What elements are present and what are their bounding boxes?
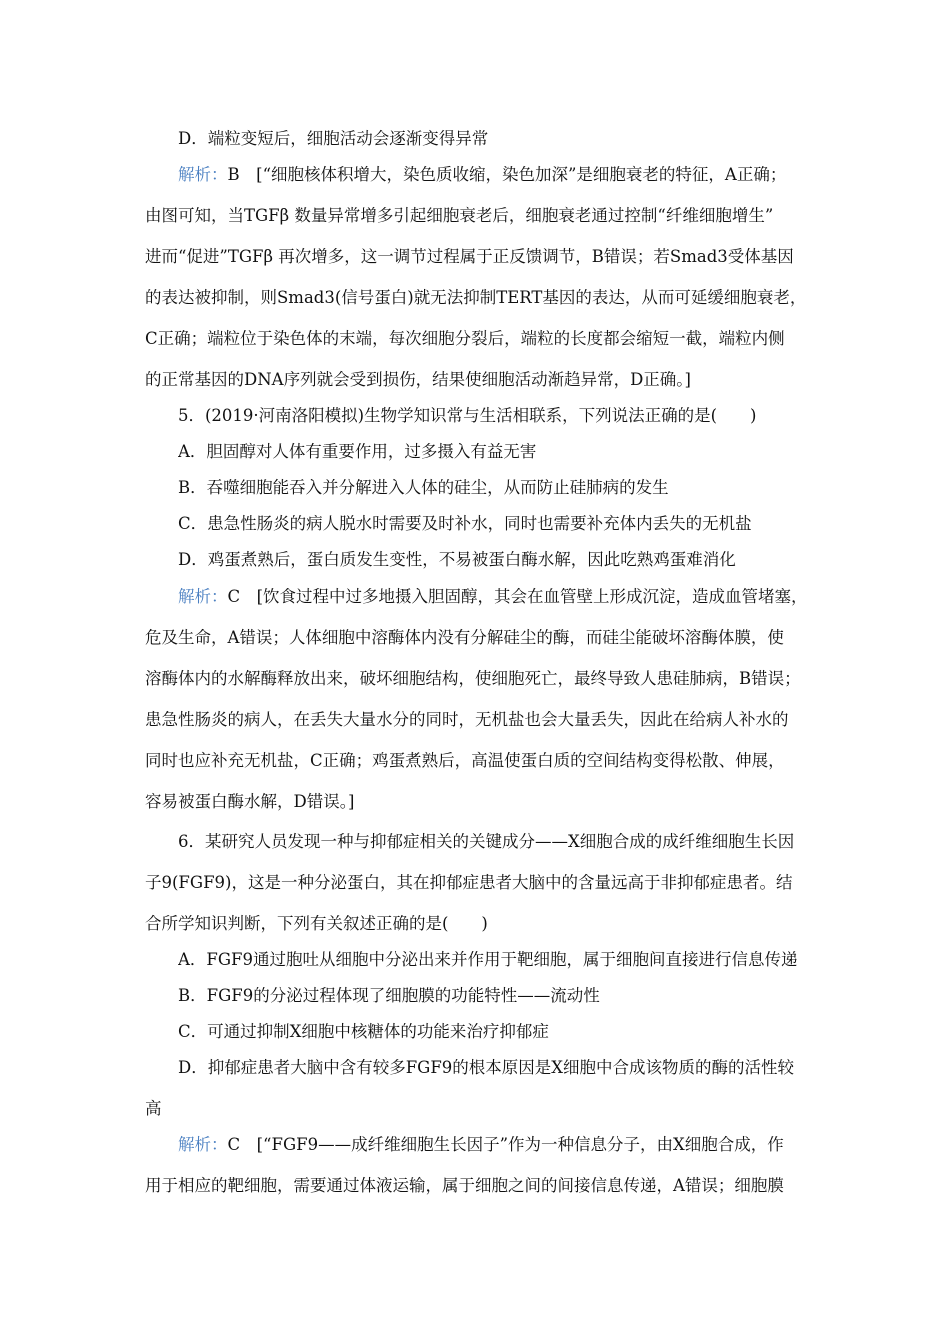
option-d-q6-cont: 高 — [145, 1099, 162, 1118]
option-d-q5: D．鸡蛋煮熟后，蛋白质发生变性，不易被蛋白酶水解，因此吃熟鸡蛋难消化 — [178, 550, 736, 569]
analysis-label: 解析： — [178, 1135, 228, 1154]
analysis-q5: 解析：C [饮食过程中过多地摄入胆固醇，其会在血管壁上形成沉淀，造成血管堵塞， — [178, 587, 808, 606]
analysis-label: 解析： — [178, 165, 228, 184]
option-b-q6: B．FGF9的分泌过程体现了细胞膜的功能特性——流动性 — [178, 986, 600, 1005]
question-6-stem-cont: 合所学知识判断，下列有关叙述正确的是( ) — [145, 914, 488, 933]
analysis-q6: 解析：C [“FGF9——成纤维细胞生长因子”作为一种信息分子，由X细胞合成，作 — [178, 1135, 784, 1154]
option-c-q5: C．患急性肠炎的病人脱水时需要及时补水，同时也需要补充体内丢失的无机盐 — [178, 514, 752, 533]
analysis-q4: 解析：B [“细胞核体积增大，染色质收缩，染色加深”是细胞衰老的特征，A正确； — [178, 165, 787, 184]
analysis-line: 危及生命，A错误；人体细胞中溶酶体内没有分解硅尘的酶，而硅尘能破坏溶酶体膜，使 — [145, 628, 784, 647]
analysis-line: 进而“促进”TGFβ 再次增多，这一调节过程属于正反馈调节，B错误；若Smad3受体基因 — [145, 247, 794, 266]
option-a-q6: A．FGF9通过胞吐从细胞中分泌出来并作用于靶细胞，属于细胞间直接进行信息传递 — [178, 950, 798, 969]
option-c-q6: C．可通过抑制X细胞中核糖体的功能来治疗抑郁症 — [178, 1022, 549, 1041]
option-d-q6: D．抑郁症患者大脑中含有较多FGF9的根本原因是X细胞中合成该物质的酶的活性较 — [178, 1058, 795, 1077]
analysis-line: 溶酶体内的水解酶释放出来，破坏细胞结构，使细胞死亡，最终导致人患硅肺病，B错误； — [145, 669, 801, 688]
analysis-line: 的正常基因的DNA序列就会受到损伤，结果使细胞活动渐趋异常，D正确。] — [145, 370, 691, 389]
question-5-stem: 5．(2019·河南洛阳模拟)生物学知识常与生活相联系，下列说法正确的是( ) — [178, 406, 757, 425]
analysis-label: 解析： — [178, 587, 228, 606]
option-d-q4: D．端粒变短后，细胞活动会逐渐变得异常 — [178, 129, 489, 148]
analysis-line: 的表达被抑制，则Smad3(信号蛋白)就无法抑制TERT基因的表达，从而可延缓细胞衰老， — [145, 288, 807, 307]
analysis-line: 用于相应的靶细胞，需要通过体液运输，属于细胞之间的间接信息传递，A错误；细胞膜 — [145, 1176, 784, 1195]
analysis-line: 容易被蛋白酶水解，D错误。] — [145, 792, 355, 811]
question-6-stem: 6．某研究人员发现一种与抑郁症相关的关键成分——X细胞合成的成纤维细胞生长因 — [178, 832, 795, 851]
analysis-line: 同时也应补充无机盐，C正确；鸡蛋煮熟后，高温使蛋白质的空间结构变得松散、伸展， — [145, 751, 785, 770]
question-6-stem-cont: 子9(FGF9)，这是一种分泌蛋白，其在抑郁症患者大脑中的含量远高于非抑郁症患者。结 — [145, 873, 793, 892]
analysis-line: 由图可知，当TGFβ 数量异常增多引起细胞衰老后，细胞衰老通过控制“纤维细胞增生” — [145, 206, 774, 225]
option-a-q5: A．胆固醇对人体有重要作用，过多摄入有益无害 — [178, 442, 537, 461]
analysis-line: C正确；端粒位于染色体的末端，每次细胞分裂后，端粒的长度都会缩短一截，端粒内侧 — [145, 329, 785, 348]
option-b-q5: B．吞噬细胞能吞入并分解进入人体的硅尘，从而防止硅肺病的发生 — [178, 478, 669, 497]
analysis-line: 患急性肠炎的病人，在丢失大量水分的同时，无机盐也会大量丢失，因此在给病人补水的 — [145, 710, 789, 729]
